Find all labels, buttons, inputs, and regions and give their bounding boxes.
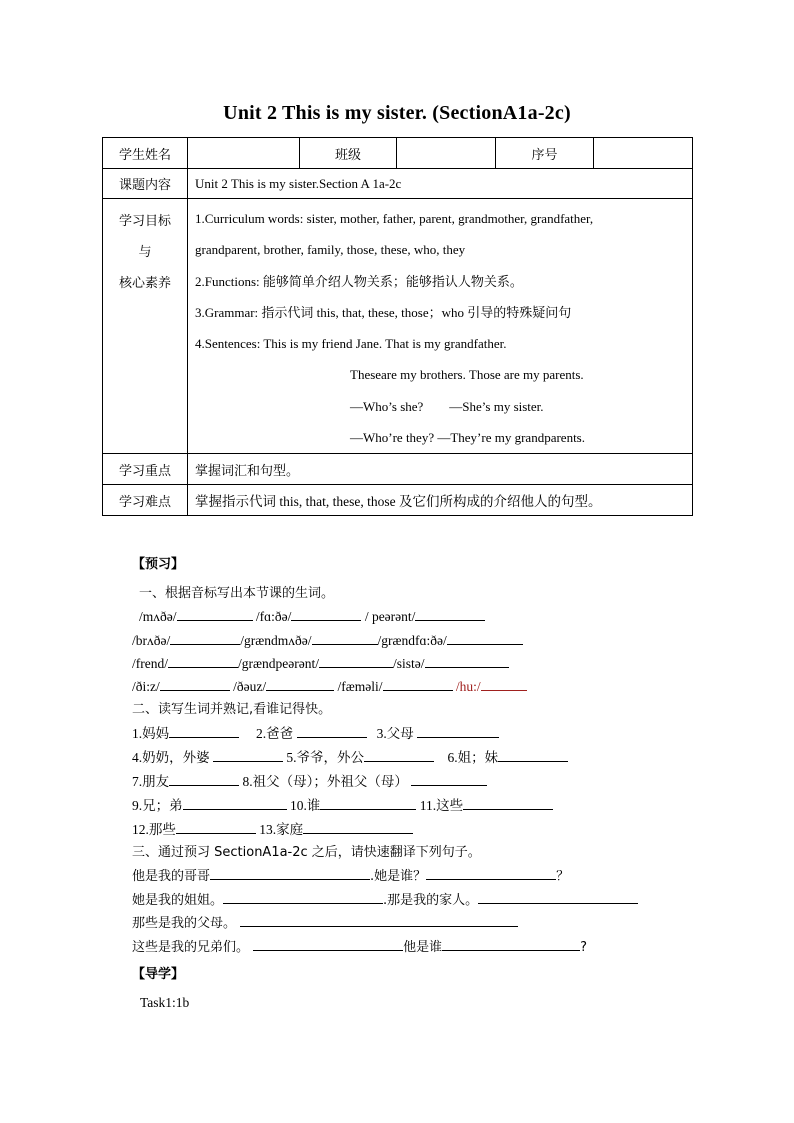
sentence-2-end: ？ bbox=[556, 869, 570, 884]
phonetic-row-3 bbox=[132, 653, 509, 672]
answer-blank[interactable] bbox=[312, 630, 378, 645]
phonetic-row-2 bbox=[132, 630, 523, 649]
sentence-2: .她是谁？ bbox=[370, 869, 427, 884]
seat-label: 序号 bbox=[496, 138, 594, 169]
answer-blank[interactable] bbox=[213, 747, 283, 762]
goals-label-line2: 与 bbox=[138, 245, 152, 260]
key-points-value: 掌握词汇和句型。 bbox=[188, 454, 693, 485]
phonetic-brother: /brʌðə/ bbox=[132, 633, 171, 648]
goals-content bbox=[188, 199, 693, 454]
answer-blank[interactable] bbox=[266, 676, 334, 691]
answer-blank[interactable] bbox=[176, 819, 256, 834]
student-name-field[interactable] bbox=[188, 138, 300, 169]
answer-blank[interactable] bbox=[320, 795, 416, 810]
word-row-4 bbox=[132, 794, 553, 814]
goal-line: —Who’s she? —She’s my sister. bbox=[350, 398, 544, 414]
word-row-5 bbox=[132, 818, 413, 838]
class-field[interactable] bbox=[397, 138, 496, 169]
goal-line: —Who’re they? —They’re my grandparents. bbox=[350, 430, 585, 446]
answer-blank[interactable] bbox=[168, 653, 238, 668]
phonetic-row-1 bbox=[139, 606, 485, 625]
answer-blank[interactable] bbox=[463, 795, 553, 810]
answer-blank[interactable] bbox=[498, 747, 568, 762]
answer-blank[interactable] bbox=[177, 606, 253, 621]
answer-blank[interactable] bbox=[223, 889, 383, 904]
sentence-5: 那些是我的父母。 bbox=[132, 916, 237, 931]
sentence-row-4 bbox=[132, 936, 587, 955]
answer-blank[interactable] bbox=[319, 653, 393, 668]
answer-blank[interactable] bbox=[426, 865, 556, 880]
student-name-label: 学生姓名 bbox=[103, 138, 188, 169]
goal-line: 3.Grammar: 指示代词 this, that, these, those；who 引导的特殊疑问句 bbox=[195, 304, 572, 320]
sentence-row-2 bbox=[132, 889, 638, 908]
word-row-3 bbox=[132, 770, 487, 790]
word-8: 8.祖父（母）；外祖父（母） bbox=[242, 774, 408, 789]
phonetic-these: /ði:z/ bbox=[132, 679, 160, 694]
phonetic-grandparent: /grændpeərənt/ bbox=[238, 656, 319, 671]
answer-blank[interactable] bbox=[160, 676, 230, 691]
word-4: 4.奶奶，外婆 bbox=[132, 750, 210, 765]
phonetic-mother: /mʌðə/ bbox=[139, 609, 177, 624]
answer-blank[interactable] bbox=[183, 795, 287, 810]
preview-heading: 【预习】 bbox=[132, 557, 185, 572]
answer-blank[interactable] bbox=[210, 865, 370, 880]
seat-field[interactable] bbox=[594, 138, 693, 169]
answer-blank[interactable] bbox=[240, 912, 518, 927]
word-12: 12.那些 bbox=[132, 822, 176, 837]
word-9: 9.兄；弟 bbox=[132, 798, 183, 813]
phonetic-sister: /sistə/ bbox=[392, 656, 425, 671]
answer-blank[interactable] bbox=[291, 606, 361, 621]
sentence-4: .那是我的家人。 bbox=[383, 893, 479, 908]
word-5: 5.爷爷，外公 bbox=[286, 750, 364, 765]
answer-blank[interactable] bbox=[417, 723, 499, 738]
goals-label-line3: 核心素养 bbox=[118, 276, 171, 291]
topic-label: 课题内容 bbox=[103, 169, 188, 199]
answer-blank[interactable] bbox=[447, 630, 523, 645]
class-label: 班级 bbox=[300, 138, 397, 169]
answer-blank[interactable] bbox=[442, 936, 580, 951]
answer-blank[interactable] bbox=[303, 819, 413, 834]
answer-blank[interactable] bbox=[481, 676, 527, 691]
phonetic-those: /ðəuz/ bbox=[233, 679, 267, 694]
answer-blank[interactable] bbox=[169, 723, 239, 738]
topic-value: Unit 2 This is my sister.Section A 1a-2c bbox=[188, 169, 693, 199]
task-label: Task1:1b bbox=[140, 995, 190, 1010]
phonetic-parent: / peərənt/ bbox=[364, 609, 416, 624]
difficulty-value: 掌握指示代词 this, that, these, those 及它们所构成的介绍他人的句型。 bbox=[188, 485, 693, 516]
sentence-1: 他是我的哥哥 bbox=[132, 869, 211, 884]
word-10: 10.谁 bbox=[290, 798, 321, 813]
phonetic-grandmother: /grændmʌðə/ bbox=[240, 633, 312, 648]
word-13: 13.家庭 bbox=[259, 822, 304, 837]
phonetic-who: /hu:/ bbox=[455, 679, 481, 694]
word-row-1 bbox=[132, 722, 499, 742]
phonetic-father: /fɑ:ðə/ bbox=[255, 609, 292, 624]
part3-title: 三、通过预习 SectionA1a-2c 之后，请快速翻译下列句子。 bbox=[132, 845, 481, 860]
phonetic-row-4 bbox=[132, 676, 527, 695]
sentence-6: 这些是我的兄弟们。 bbox=[132, 940, 250, 955]
answer-blank[interactable] bbox=[478, 889, 638, 904]
sentence-row-3 bbox=[132, 912, 518, 931]
answer-blank[interactable] bbox=[297, 723, 367, 738]
key-points-label: 学习重点 bbox=[103, 454, 188, 485]
goal-line: grandparent, brother, family, those, these, who, they bbox=[195, 242, 466, 258]
answer-blank[interactable] bbox=[253, 936, 403, 951]
word-1: 1.妈妈 bbox=[132, 726, 170, 741]
word-6: 6.姐；妹 bbox=[447, 750, 499, 765]
word-7: 7.朋友 bbox=[132, 774, 170, 789]
goal-line: 2.Functions: 能够简单介绍人物关系；能够指认人物关系。 bbox=[195, 273, 523, 289]
word-row-2 bbox=[132, 746, 568, 766]
sentence-7: 他是谁 bbox=[403, 940, 443, 955]
answer-blank[interactable] bbox=[170, 630, 240, 645]
page-title: Unit 2 This is my sister. (SectionA1a-2c) bbox=[223, 102, 571, 124]
phonetic-friend: /frend/ bbox=[132, 656, 168, 671]
part2-title: 二、读写生词并熟记,看谁记得快。 bbox=[132, 702, 332, 717]
word-2: 2.爸爸 bbox=[256, 726, 294, 741]
word-3: 3.父母 bbox=[376, 726, 414, 741]
goal-line: 4.Sentences: This is my friend Jane. That is my grandfather. bbox=[195, 336, 507, 352]
phonetic-family: /fæməli/ bbox=[337, 679, 383, 694]
goals-label-line1: 学习目标 bbox=[118, 214, 171, 229]
guide-heading: 【导学】 bbox=[132, 967, 185, 982]
sentence-row-1 bbox=[132, 865, 569, 884]
goal-line: 1.Curriculum words: sister, mother, father, parent, grandmother, grandfather, bbox=[195, 211, 594, 226]
word-11: 11.这些 bbox=[419, 798, 464, 813]
answer-blank[interactable] bbox=[169, 771, 239, 786]
goals-label bbox=[103, 199, 188, 454]
answer-blank[interactable] bbox=[425, 653, 509, 668]
info-table bbox=[102, 137, 693, 516]
part1-title: 一、根据音标写出本节课的生词。 bbox=[139, 586, 335, 601]
goal-line: Theseare my brothers. Those are my parents. bbox=[350, 367, 584, 383]
answer-blank[interactable] bbox=[415, 606, 485, 621]
sentence-3: 她是我的姐姐。 bbox=[132, 893, 224, 908]
difficulty-label: 学习难点 bbox=[103, 485, 188, 516]
answer-blank[interactable] bbox=[364, 747, 434, 762]
answer-blank[interactable] bbox=[411, 771, 487, 786]
sentence-7-end: ? bbox=[580, 940, 588, 955]
answer-blank[interactable] bbox=[383, 676, 453, 691]
phonetic-grandfather: /grændfɑ:ðə/ bbox=[377, 633, 447, 648]
